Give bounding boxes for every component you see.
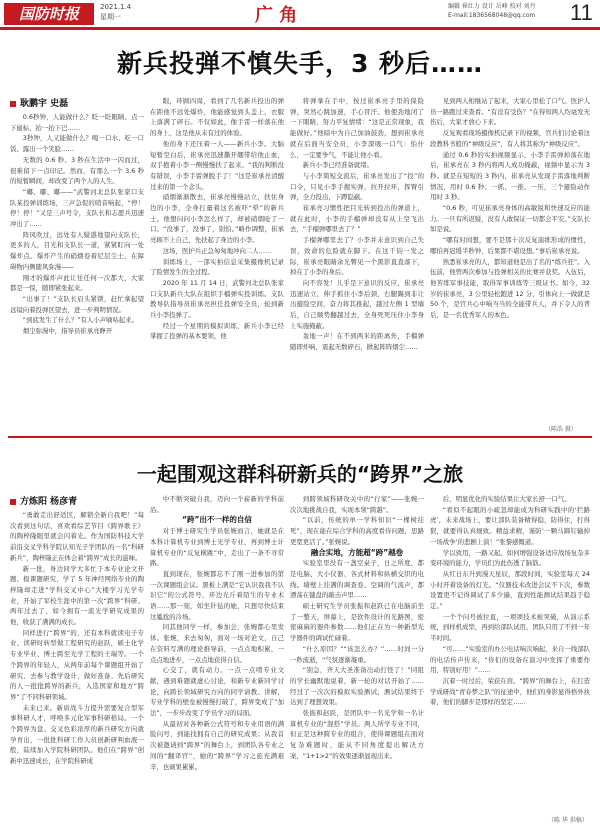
paragraph: “看似不起眼的小疏忽却能成为科研实践中的‘拦路虎’，未来战场上，要让部队装备精得稳，防得住，打得狠，就要得认真细致。精益求精，谨防‘一颗马蹄钉输掉一场战争’的悲剧上演！”张黎感慨道。 [430,505,590,546]
paragraph: 手榴弹哪里去了？小李并未意识到自己失误，致命的危险就在脚下。在这千钧一发之际，崔承亮眼睛余光瞥见一个黑影直直落下，掉在了小李的身后。 [290,236,424,277]
story1-authors: 耿鹏宇 史磊 [20,99,69,109]
paragraph: 一个个问号被拉直，一项项技术被突破，从演示系统，到样机成型，再到给部队试用，团队只用了不到一年半时间。 [430,612,590,643]
paragraph: 0.6秒钟，人能做什么？眨一眨眼睛、点一下鼠标、抬一抬下巴…… [10,113,144,132]
paragraph: 新兵小李已经准备就绪。 [302,161,374,170]
paragraph: “什么原因？”“该怎么办？”……时间一分一秒流逝，“气氛逐渐凝重。 [290,644,424,664]
story1-column-1 [10,112,144,422]
paragraph: 向不容发！儿乎是下意识的反应，崔承亮迅速站立，伸手抓住小李后颈，右腿踢到非让出避险空间，奋力将其推起，越过左侧 1 型墙后，自己顺势翻越过去，全身死死压住小李身上实施掩蔽。 [290,278,424,330]
story2-column-2 [150,494,284,815]
pub-weekday: 星期一 [100,13,121,21]
paragraph: 直到现在，张婉都忘不了刚一进参加的第一次课题组会议。黑板上满是“它认识我我不认识它”的公式符号，环边光斤着陌生的专业术语……那一刻，如坐针毡的她，只想尽快结束这尴尬的冷场。 [150,569,284,621]
paragraph: 对于博士研究生学员张婉而言，她就是在本科计算机专业到博士光学专业，再到博士计算机专业的“反复横跳”中，走出了一条不寻常路。 [150,527,284,568]
paragraph: 通过 0.6 秒的实拍视频显示，小李手雷弹掉落在地后，崔承亮在 3 秒内将两人成功掩蔽，视频中显示为 3 秒。就是在短短的 3 秒内，崔承亮从发现手雷落地判断情况，用时 0.6 秒；一抓、一推、一压，三个避险动作用时 3 秒。 [430,150,590,202]
paragraph: “可……”实验室的办公电话响次响起，来自一线部队的电话传声传来，“你们的设备在演习中发挥了重要作用，特别好用！”…… [430,644,590,675]
story2-headline: 一起围观这群科研新兵的“跨界”之旅 [136,462,464,486]
paragraph: “嘟、嘟、嘟——”武警河北总队张家口支队某投弹训练场，三声急促的哨音响起，“停！停！停！”又是三声号令，支队长和志愿兵迅速冲出了…… [10,187,144,229]
paragraph: 新一批，身边同学大多忙于本专业论文开题、报课题研究，学了 5 年神经网络专业的陶梓隆却走进“学科交叉中心”大楼学习光学专业，开始了军校生涯中的第一次“跨界”科研。两年过去了，如今拥有一流光学研究成果的他，收获了满满的成长。 [10,564,144,627]
paragraph: 轰地一声！在不到两米的距离外，手榴弹随即炸响，震起无数碎石，掀起阵阵烟尘…… [290,332,424,352]
story2-column-3 [290,494,424,815]
pub-date: 2021.1.4 [100,3,132,11]
paragraph: 这场，医护兵正急匆匆地冲向二人…… [162,246,272,255]
page-number: 11 [570,0,593,25]
paragraph: 从最初对各种新公式符号和专业用语的满脸问号，到能找拥有自己的研究成果；从我首次被邀请到“跨界”的舞台上，到团队各专业之间的“翻译官”，她的“跨界”学习之旅充满艰辛，也硕果累累。 [150,719,284,771]
paragraph: “出事了！”支队长眉头紧锁，赶忙拿起望远镜向着投弹区望去，进一步判明情况。 [10,294,144,314]
paragraph: 烟尘弥漫中，指导员崔承亮睁开 [22,327,113,336]
section-title: 广 角 [255,5,298,26]
editors-email: E-mail:1836568048@qq.com [448,12,536,19]
paragraph: “哪有时间想，要不是那十次反复演练形成的惯性，哪怕再迟缓半秒钟，后果都不堪设想。”事后崔承亮说。 [430,236,590,255]
subheading: 融合实地，方能超“跨”越卷 [310,547,404,557]
paragraph: 同其他同学一样，参加会，张婉都心里发怵。张婉，来去匆匆，面对一场对论文，自己在资料写满的理论推导前，一点点地积累，一点点地进步，一点点地获得自信。 [150,623,284,664]
paragraph: 沉着一时过后，荣获在肩。“跨界”的舞台上，在打造学成研战“青春梦之队”的征途中，他们的身影显得格外执着，他们的脚步是那样的坚定…… [430,676,590,707]
paragraph: 张振和赵跃，是团队中一名光学和一名计算机专业的“混搭”学员。两人所学专业不同，但正是这种跨专业的组合，使得课题组在面对复杂难题时，能从不同角度提出解决方案，“1+1>2”的效果逐渐显现出来。 [290,709,424,760]
paragraph: 他的身下还压着一人——新兵小李。大脑短暂空白后，崔承亮迅速撕开绷带给他止血，双手抱着小李一侧慢慢扶了起来。“我的判断没有错误，小李手雷弹脱手了！”这是崔承亮清醒过来的第一个念头。 [150,139,284,191]
paragraph: 硕士研究生学员张振和赵跃已在电脑前坐了一整天，屏幕上，是软件设计的光路图，密密麻麻的器件参数……他们正在为一种新型光学器件的调试忙碌着。 [290,602,424,643]
paragraph: 中不断突破自我，迈向一个崭新的学科前沿。 [150,495,284,514]
paragraph: 见到两人相继站了起来，大家心里松了口气。医护人员一路跑过来查看。“有没有受伤？”在得知两人均毫发无伤后，大家才放心下来。 [430,97,590,127]
paragraph: 将弹拿在手中，按过崔承亮手里的保险弹，突然心跳加速，手心冒汗。他使劲地闭了一下眼睛，努力平复情绪：“这是正常现象，我能做好。”他暗中为自己加油鼓劲，想到崔承亮就在后面当安全员，小李深吸一口气：怕什么，一定要争气，不能让他小看。 [290,97,424,159]
paragraph: 阵风吹过，远处有人疑惑地望向支队长，更多的人，目光和支队长一道，紧紧盯向一处爆炸点。爆炸产生的硝烟卷着尼层尘土，在障碍物内侧随风弥漫—— [10,230,144,271]
story2-column-1 [10,510,144,815]
story1-credit: （陈浩 摄） [545,426,577,433]
story-divider [8,436,592,438]
story1-column-3 [290,96,424,422]
paragraph: 学以致用，一路又起。如何增强设备适应战场复杂多变环境的能力，学员们为此伤透了脑筋。 [430,548,590,568]
story2-credit: （陈 华 供稿） [548,817,588,824]
masthead [0,0,600,30]
pub-info [100,2,131,22]
paragraph: 反复观看现场摄像机记录下的视频，官兵们讨论着这段教科书般的“神级反应”，有人将其称为“神级反应”。 [430,129,590,148]
paragraph: 崔承亮习惯性把目光转到投出的弹道上，就在此时，小李的手榴弹却没有从上空飞出去，“手榴弹哪里去了？” [290,204,424,234]
paragraph: 心交了，就有动力。一点一点啃专业文献，遇到难题就虚心讨论，和新专业新同学讨论，向跨长领域研究方向的同学请教、讲解，专业学科的壁垒被慢慢打破了，跨界变成了“加法”，一步步改变了学员学习的局面。 [150,666,284,718]
paragraph: 经过一个星期的模拟训练，新兵小李已经掌握了投弹的基本要领，他 [150,321,284,341]
paragraph: 后，明显优化的实验结果让大家长舒一口气。 [442,495,571,503]
paragraph: “勇敢走出舒适区，解锁全新自我吧！”每次看到这句话，喜欢看综艺节目《跨界歌王》的陶梓隆眼里就会闪着光。作为国防科技大学前沿交叉学科学院认知光子学团队的一名“科研新兵”，陶梓隆正在体会着“跨界”成长的滋味。 [10,511,144,562]
story1-headline: 新兵投弹不慎失手，3 秒后…… [116,49,484,78]
paragraph: 未来已来。新质战斗力提升需要复合型军事科研人才，呼唤多元化军事科研格局。一个个跨界为盘、交叉色彩浓厚的新兵研究方向就孕育出，一批批科研工作人员创新研判血液一般，陆续加入学院科研团队。他们在“跨界”创新中迅速成长，在学院科研成 [10,703,144,766]
paragraph: 刚才的爆炸声此让往任何一次都大，大家都是一惊，随即紧张起来。 [10,273,144,293]
paragraph: 硝烟渐渐散去，崔承亮慢慢站立，扶住身边的小李，全身打量着这名被吓“晕”的新兵士。他想问问小李怎么样了，却被硝烟呛了一口。“没事了，没事了，别怕。”略作调整，崔承亮顾不上自己，先扶起了身边的小李。 [150,193,284,245]
byline-marker-icon [10,499,16,505]
paragraph: 眼，环顾四周，看到了几名新兵投出的弹在距他不远处爆炸，他能感觉到头盖上，衣服上落满了碎石。不仅如此，像手雷一样落在他的身上，这是他从未有过的体验。 [150,97,284,138]
paragraph: 3秒钟，人又能做什么？喝一口水、吃一口饭、露出一个笑脸…… [10,134,144,154]
paragraph: 从红日东升到漫天星辰，那段时间，实验室每天 24 小时开着设备的灯光。“仪器技术改进会议不下次，参数设置更不记得调试了多少遍，直到性能测试结果趋于稳定。” [430,569,590,611]
paragraph: “0.6 秒，可见崔承亮身体的高敏锐和快速反应的能力。一旦有所迟疑，没有人敢保证一切都会平安。”支队长如是说。 [430,204,590,234]
paragraph: “别急，齐天大圣准备出动打怪了！”同组的学长幽默地说着，新一轮的对话开始了……经过了一次次的模拟实验测试，测试结果终于达到了理想效果。 [290,666,424,707]
subheading: “跨”出不一样的自信 [182,515,252,525]
paragraph: 同样进行“跨界”的，还有本科就读电子专业、读研时转型做工程研究的赵跃，硕士化学专业毕业、博士跨至光学工程的王瑞等。一个个跨界的年轻人，从两年前每个课题组开始了研究、去参与教学设计，做好准备、先后研究的人一批批跨界的新兵，入选国家和地方“跨界”了不同科研领域。 [10,628,144,701]
story1-byline [10,96,68,109]
editors-line: 编辑 崔红力 设计 岳峰 校对 刘丹 [448,3,536,10]
paragraph: “到底发生了什么？”有人小声嘀咕起来。 [22,316,139,325]
byline-marker-icon [10,101,16,107]
paragraph: 实验室里没有一盏空桌子，日之所度，都是电脑、大小仪器、各式材料和纵横交织的电线。墙壁上挂满的调查卷、空调的气流声，都漂荡在键盘的敲击声里…… [290,559,424,600]
paragraph: 无数的 0.6 秒、3 秒在生活中一闪而过，很难留下一点印记。然而，有那么一个 3.6 秒的短暂瞬间，却改变了两个人的人生。 [10,155,144,186]
story1-column-2 [150,96,284,422]
paragraph: 训练场上，一部实拍信息采集摄像机记录了险情发生的全过程。 [150,257,284,277]
paragraph: 与小李简短交流后，崔承亮发出了“投”的口令，只见小李手握实弹，拉开拉环，挥臂引弹，全力投出，下蹲隐蔽。 [290,171,424,202]
story2-byline [10,494,77,507]
paragraph: 熟悉崔承亮的人，都知道他是出了名的“练兵狂”。入伍前，他曾两次参加与投弹相关的比赛并获奖。入伍后，他苦练军事技能，取得军事训练等三级证书。如今，32 岁的崔承亮，3 公里轻松跑进 12 分，引体向上一做就是 50 个，是官兵心中响当当的全能带兵人，并下令人的背后，是一名优秀军人的本色。 [430,257,590,320]
paragraph: “以前，传统的单一学科知识“一棵树挂死”，现在能在综合学科的高度看待问题，思路更宽更活了。”张婉说。 [290,516,424,546]
newspaper-logo: 国防时报 [4,3,94,25]
story2-column-4 [430,494,590,815]
story2-authors: 方炼阳 杨彦青 [20,497,78,507]
story1-column-4 [430,96,590,422]
paragraph: 到跨领域科研攻关中的“行家”——张婉一次次地挑战自我，实现本领“跨越”。 [290,495,424,514]
paragraph: 2020 年 11 月 14 日，武警河北总队张家口支队新兵大队在组织手榴弹实投训练。支队教导队指导员崔承亮担任投弹安全员，轮到新兵小李投弹了。 [150,278,284,320]
editors-info [448,2,578,20]
